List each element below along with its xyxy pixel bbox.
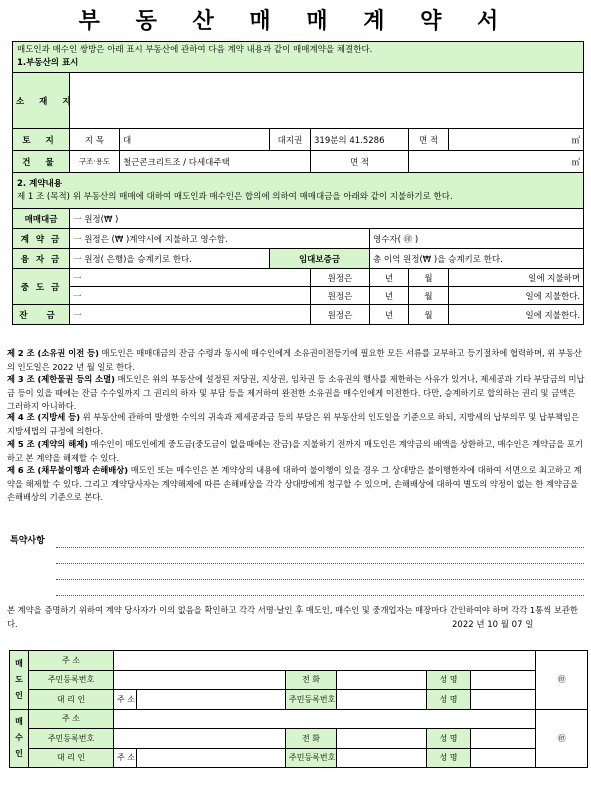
signature-table xyxy=(9,650,588,768)
sale-price-value[interactable]: 一 원정(₩ ) xyxy=(70,209,584,229)
clause-3-head: 제 3 조 (제한물권 등의 소멸) xyxy=(7,374,115,384)
building-area-label: 면 적 xyxy=(311,151,409,173)
contract-table xyxy=(12,41,584,325)
buyer-name-label: 성 명 xyxy=(427,729,471,749)
interim-row-2-amount: 원정은 xyxy=(311,287,370,305)
balance-month: 월 xyxy=(409,305,449,325)
land-area-unit: ㎡ xyxy=(449,129,584,151)
buyer-agent-id-value[interactable] xyxy=(337,748,427,768)
interim-row-2-prefix[interactable]: 一 xyxy=(70,287,311,305)
seller-agent-id-value[interactable] xyxy=(337,690,427,710)
balance-day: 일에 지불한다. xyxy=(449,305,584,325)
balance-amount: 원정은 xyxy=(311,305,370,325)
buyer-address-label: 주 소 xyxy=(29,709,114,729)
interim-row-1-year: 년 xyxy=(370,269,409,287)
closing-text: 본 계약을 증명하기 위하여 계약 당사자가 이의 없음을 확인하고 각각 서명·날인 후 매도인, 매수인 및 중개업자는 매장마다 간인하여야 하며 각각 1통씩 보관한다. xyxy=(7,605,578,629)
interim-row-2-day: 일에 지불한다. xyxy=(449,287,584,305)
buyer-address-value[interactable] xyxy=(114,709,536,729)
interim-row-1-prefix[interactable]: 一 xyxy=(70,269,311,287)
interim-row-1-day: 일에 지불하며 xyxy=(449,269,584,287)
buyer-phone-value[interactable] xyxy=(337,729,427,749)
location-value[interactable] xyxy=(70,73,584,129)
special-terms-line[interactable] xyxy=(56,547,584,548)
clause-6 xyxy=(7,464,585,505)
interim-row-1-amount: 원정은 xyxy=(311,269,370,287)
land-category-value[interactable]: 대 xyxy=(120,129,270,151)
balance-label: 잔 금 xyxy=(13,305,70,325)
special-terms-label: 특약사항 xyxy=(10,536,45,546)
clause-3 xyxy=(7,373,585,414)
article1-text: 제 1 조 (목적) 위 부동산의 매매에 대하여 매도인과 매수인은 합의에 의하여 매매대금을 아래와 같이 지불하기로 한다. xyxy=(17,191,453,202)
special-terms-line[interactable] xyxy=(56,579,584,580)
seller-agent-label: 대 리 인 xyxy=(29,690,114,710)
section2-cell xyxy=(13,173,584,209)
seller-name-label: 성 명 xyxy=(427,670,471,690)
clause-6-head: 제 6 조 (채무불이행과 손해배상) xyxy=(7,465,129,475)
buyer-agent-id-label: 주민등록번호 xyxy=(286,748,337,768)
deposit-value[interactable]: 一 원정은 (₩ )계약시에 지불하고 영수함. xyxy=(70,229,370,249)
buyer-id-label: 주민등록번호 xyxy=(29,729,114,749)
clause-5-text: 매수인이 매도인에게 중도금(중도금이 없을때에는 잔금)을 지불하기 전까지 매도인은 계약금의 배액을 상환하고, 매수인은 계약금을 포기하고 본 계약을 해제할 수 있다. xyxy=(7,439,583,463)
clause-4-head: 제 4 조 (지방세 등) xyxy=(7,412,81,422)
interim-label: 중 도 금 xyxy=(13,269,70,305)
special-terms-line[interactable] xyxy=(56,563,584,564)
clause-6-text: 매도인 또는 매수인은 본 계약상의 내용에 대하여 불이행이 있을 경우 그 상대방은 불이행한자에 대하여 서면으로 최고하고 계약을 해제할 수 있다. 그리고 계약당사자는 계약해제에 따른 손해배상을 각각 상대방에게 청구할 수 있으며, 손해배상에 대하여 별도의 약정이 없는 한 계약금을 손해배상의 기준으로 본다. xyxy=(7,465,582,502)
loan-value[interactable]: 一 원정( 은행)을 승계키로 한다. xyxy=(70,249,270,269)
land-label: 토 지 xyxy=(13,129,70,151)
structure-value[interactable]: 철근콘크리트조 / 다세대주택 xyxy=(120,151,311,173)
clause-4-text: 위 부동산에 관하여 발생한 수익의 귀속과 제세공과금 등의 부담은 위 부동산의 인도일을 기준으로 하되, 지방세의 납부의무 및 납부책임은 지방세법의 규정에 의한다. xyxy=(7,412,579,436)
intro-cell xyxy=(13,42,584,73)
section1-title: 1.부동산의 표시 xyxy=(17,58,79,68)
buyer-id-value[interactable] xyxy=(114,729,286,749)
closing-date: 2022 년 10 월 07 일 xyxy=(452,620,534,630)
buyer-agent-name-value[interactable] xyxy=(471,748,536,768)
special-terms-line[interactable] xyxy=(56,595,584,596)
seller-phone-value[interactable] xyxy=(337,670,427,690)
seller-id-label: 주민등록번호 xyxy=(29,670,114,690)
buyer-agent-address-label: 주 소 xyxy=(114,748,137,768)
deposit-label: 계 약 금 xyxy=(13,229,70,249)
intro-text: 매도인과 매수인 쌍방은 아래 표시 부동산에 관하여 다음 계약 내용과 같이 매매계약을 체결한다. xyxy=(17,45,373,55)
document-title: 부 동 산 매 매 계 약 서 xyxy=(78,9,513,34)
building-label: 건 물 xyxy=(13,151,70,173)
deposit-receiver[interactable]: 영수자( ㊞ ) xyxy=(370,229,584,249)
interim-row-2-year: 년 xyxy=(370,287,409,305)
seller-agent-name-value[interactable] xyxy=(471,690,536,710)
loan-label: 융 자 금 xyxy=(13,249,70,269)
land-right-value[interactable]: 319분의 41.5286 xyxy=(311,129,409,151)
land-category-label: 지 목 xyxy=(70,129,120,151)
location-label: 소 재 지 xyxy=(13,73,70,129)
clause-2-head: 제 2 조 (소유권 이전 등) xyxy=(7,348,99,358)
seller-name-value[interactable] xyxy=(471,670,536,690)
seller-phone-label: 전 화 xyxy=(286,670,337,690)
lease-deposit-value[interactable]: 총 이억 원정(₩ )을 승계키로 한다. xyxy=(370,249,584,269)
clause-5 xyxy=(7,438,585,465)
seller-agent-name-label: 성 명 xyxy=(427,690,471,710)
seller-agent-address-label: 주 소 xyxy=(114,690,137,710)
clause-4 xyxy=(7,411,585,438)
seller-seal: ㊞ xyxy=(536,651,588,710)
buyer-agent-label: 대 리 인 xyxy=(29,748,114,768)
structure-label: 구조·용도 xyxy=(70,151,120,173)
buyer-label: 매 수 인 xyxy=(10,709,29,768)
clause-3-text: 매도인은 위의 부동산에 설정된 저당권, 지상권, 임차권 등 소유권의 행사를 제한하는 사유가 있거나, 제세공과 기타 부담금의 미납금 등이 있을 때에는 잔금 수수일까지 그 권리의 하자 및 부담 등을 제거하여 완전한 소유권을 매수인에게 이전한다. 다만, 승계하기로 합의하는 권리 및 금액은 그러하지 아니하다. xyxy=(7,374,585,411)
clause-2-text: 매도인은 매매대금의 잔금 수령과 동시에 매수인에게 소유권이전등기에 필요한 모든 서류를 교부하고 등기절차에 협력하며, 위 부동산의 인도일은 2022 년 월 일로 한다. xyxy=(7,348,582,372)
land-right-label: 대지권 xyxy=(270,129,311,151)
balance-prefix[interactable]: 一 xyxy=(70,305,311,325)
seller-agent-address-value[interactable] xyxy=(137,690,286,710)
interim-row-1-month: 월 xyxy=(409,269,449,287)
seller-address-label: 주 소 xyxy=(29,651,114,671)
buyer-phone-label: 전 화 xyxy=(286,729,337,749)
land-area-label: 면 적 xyxy=(409,129,449,151)
seller-id-value[interactable] xyxy=(114,670,286,690)
lease-deposit-label: 임대보증금 xyxy=(270,249,370,269)
seller-agent-id-label: 주민등록번호 xyxy=(286,690,337,710)
seller-address-value[interactable] xyxy=(114,651,536,671)
seller-label: 매 도 인 xyxy=(10,651,29,710)
building-area-unit: ㎡ xyxy=(409,151,584,173)
buyer-seal: ㊞ xyxy=(536,709,588,768)
sale-price-label: 매매대금 xyxy=(13,209,70,229)
buyer-agent-name-label: 성 명 xyxy=(427,748,471,768)
interim-row-2-month: 월 xyxy=(409,287,449,305)
section2-title: 2. 계약내용 xyxy=(17,178,62,189)
buyer-name-value[interactable] xyxy=(471,729,536,749)
balance-year: 년 xyxy=(370,305,409,325)
clause-5-head: 제 5 조 (계약의 해제) xyxy=(7,439,89,449)
clause-2 xyxy=(7,347,585,374)
buyer-agent-address-value[interactable] xyxy=(137,748,286,768)
